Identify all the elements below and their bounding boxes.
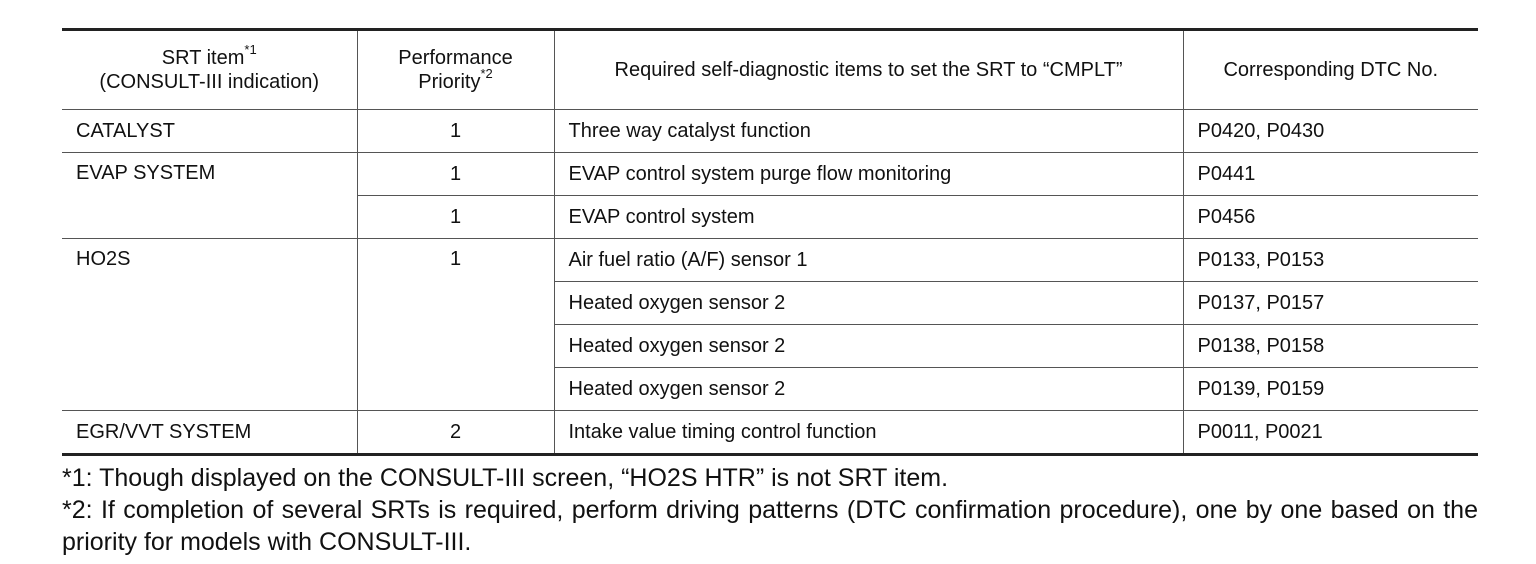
header-srt-item-sub: (CONSULT-III indication) — [99, 71, 320, 93]
table-row — [62, 110, 1478, 153]
dtc-cell: P0137, P0157 — [1183, 282, 1478, 325]
dtc-cell: P0138, P0158 — [1183, 325, 1478, 368]
diagnostic-cell: Heated oxygen sensor 2 — [554, 325, 1183, 368]
header-required-items: Required self-diagnostic items to set the SRT to “CMPLT” — [554, 30, 1183, 110]
footnote-1: *1: Though displayed on the CONSULT-III screen, “HO2S HTR” is not SRT item. — [62, 464, 949, 492]
diagnostic-cell: Heated oxygen sensor 2 — [554, 368, 1183, 411]
header-performance-label: Performance — [398, 47, 513, 69]
header-priority-label: Priority — [418, 71, 481, 93]
dtc-cell: P0011, P0021 — [1183, 411, 1478, 455]
table-row — [62, 239, 1478, 282]
table-header — [62, 30, 1478, 110]
priority-cell: 1 — [357, 239, 554, 411]
srt-item-cell: CATALYST — [62, 110, 357, 153]
priority-cell: 2 — [357, 411, 554, 455]
dtc-cell: P0420, P0430 — [1183, 110, 1478, 153]
diagnostic-cell: EVAP control system purge flow monitoring — [554, 153, 1183, 196]
diagnostic-cell: Air fuel ratio (A/F) sensor 1 — [554, 239, 1183, 282]
diagnostic-cell: Heated oxygen sensor 2 — [554, 282, 1183, 325]
footnote-ref-1: *1 — [244, 42, 257, 58]
priority-cell: 1 — [357, 196, 554, 239]
table-row — [62, 411, 1478, 455]
srt-item-cell: EVAP SYSTEM — [62, 153, 357, 239]
header-performance-priority — [357, 30, 554, 110]
priority-cell: 1 — [357, 110, 554, 153]
dtc-cell: P0441 — [1183, 153, 1478, 196]
srt-table — [62, 28, 1478, 456]
dtc-cell: P0133, P0153 — [1183, 239, 1478, 282]
srt-item-cell: HO2S — [62, 239, 357, 411]
priority-cell: 1 — [357, 153, 554, 196]
table-body — [62, 110, 1478, 455]
dtc-cell: P0456 — [1183, 196, 1478, 239]
srt-item-cell: EGR/VVT SYSTEM — [62, 411, 357, 455]
diagnostic-cell: Three way catalyst function — [554, 110, 1183, 153]
diagnostic-cell: Intake value timing control function — [554, 411, 1183, 455]
srt-document — [62, 28, 1478, 558]
footnote-ref-2: *2 — [480, 66, 493, 82]
footnotes — [62, 462, 1478, 558]
table-row — [62, 153, 1478, 196]
footnote-2: *2: If completion of several SRTs is required, perform driving patterns (DTC confirmation procedure), one by one based on the priority for models with CONSULT-III. — [62, 496, 1478, 556]
header-srt-item-label: SRT item — [161, 47, 245, 69]
diagnostic-cell: EVAP control system — [554, 196, 1183, 239]
dtc-cell: P0139, P0159 — [1183, 368, 1478, 411]
header-srt-item — [62, 30, 357, 110]
header-dtc-no: Corresponding DTC No. — [1183, 30, 1478, 110]
